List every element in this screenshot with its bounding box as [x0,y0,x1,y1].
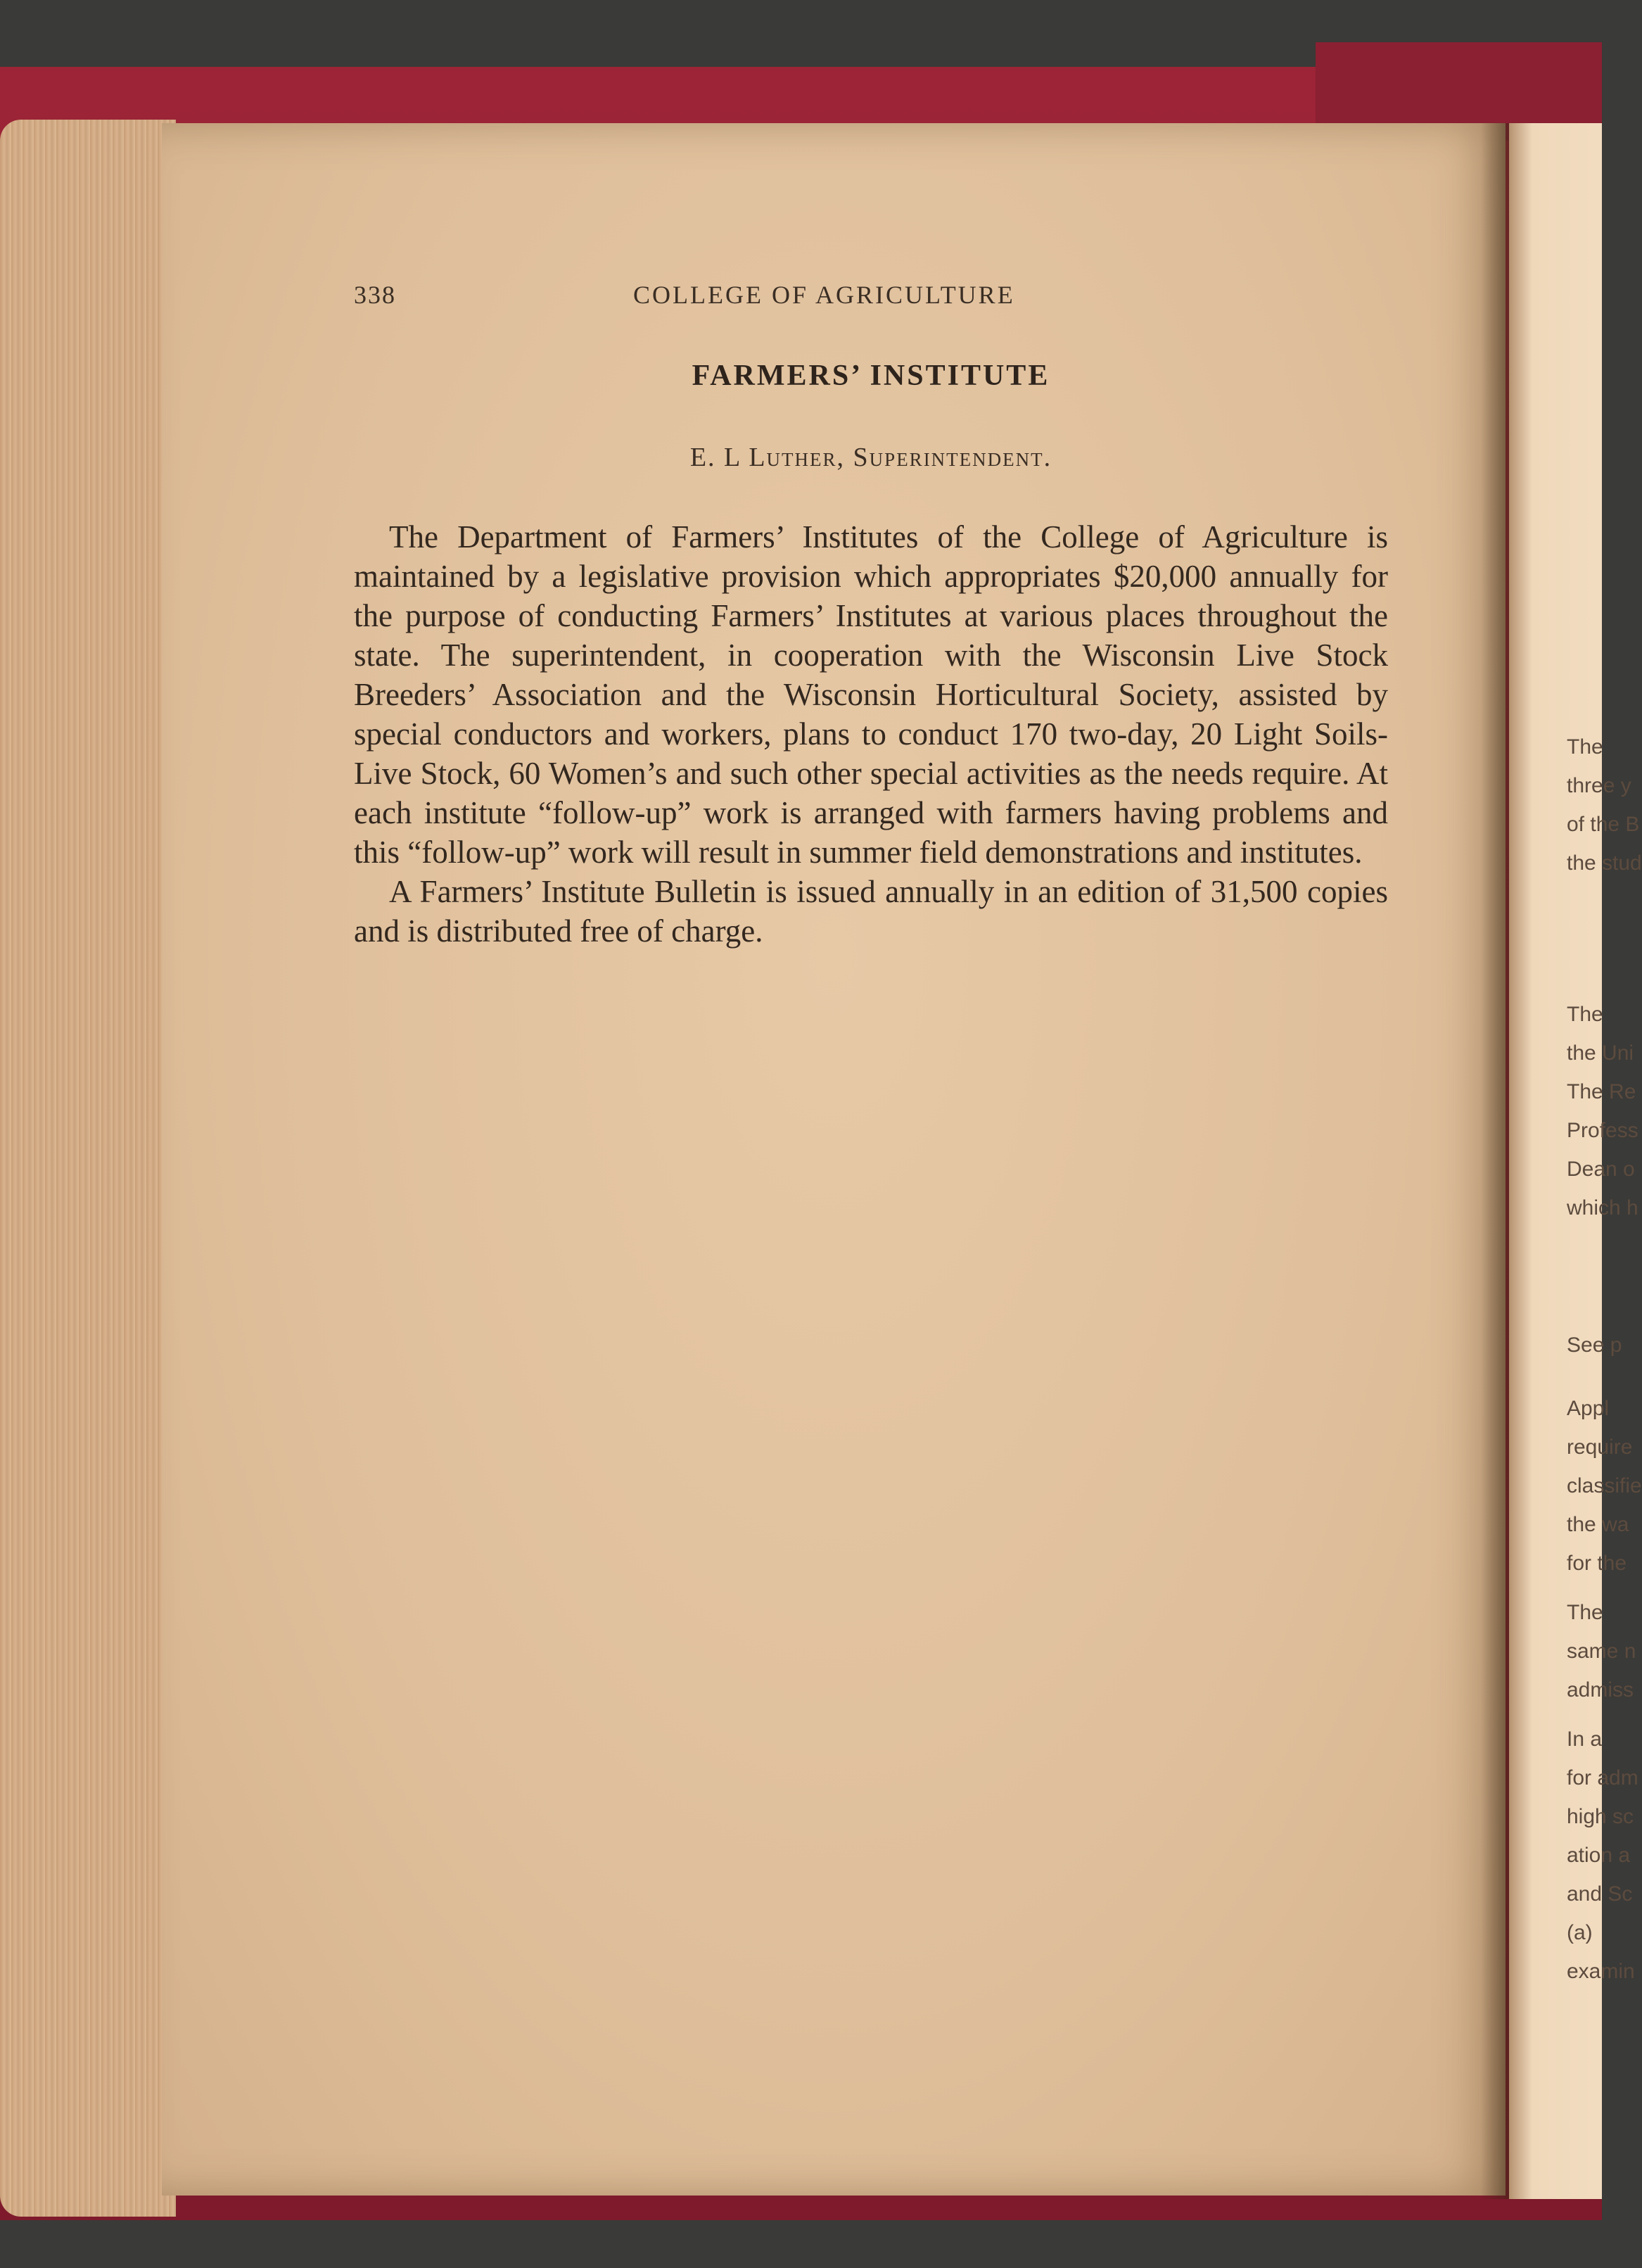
facing-page [1509,123,1642,2199]
facing-page-line: The [1567,1003,1603,1026]
byline: E. L Luther, Superintendent. [689,443,1052,472]
body-text [354,517,1388,951]
facing-page-line: and Sc [1567,1882,1633,1906]
facing-page-line: classifie [1567,1474,1642,1497]
facing-page-line: ation a [1567,1844,1631,1867]
facing-page-line: same n [1567,1640,1636,1663]
facing-page-line: The Re [1567,1080,1636,1103]
facing-page-line: The [1567,1601,1603,1624]
facing-page-line: high sc [1567,1805,1634,1828]
facing-page-line: for adm [1567,1766,1638,1789]
facing-page-line: The [1567,735,1603,759]
facing-page-line: for the [1567,1552,1627,1575]
facing-page-line: Profess [1567,1119,1638,1142]
facing-page-line: three y [1567,774,1631,797]
facing-page-line: Dean o [1567,1158,1635,1181]
facing-page-line: the Uni [1567,1041,1634,1065]
facing-page-line: of the B [1567,813,1640,836]
book-page [162,123,1506,2196]
facing-page-line: which h [1567,1196,1638,1219]
facing-page-line: In a [1567,1728,1603,1751]
facing-page-line: require [1567,1436,1633,1459]
page-edges [0,120,176,2217]
facing-page-line: examin [1567,1960,1635,1983]
section-title: FARMERS’ INSTITUTE [692,360,1050,392]
facing-page-line: the wa [1567,1513,1629,1536]
facing-page-line: See p [1567,1333,1622,1357]
facing-page-line: admiss [1567,1678,1634,1702]
facing-page-line: the stud [1567,851,1642,875]
paragraph: A Farmers’ Institute Bulletin is issued annually in an edition of 31,500 copies and is distributed free of charge. [354,874,1388,949]
facing-page-line: Appl [1567,1397,1610,1420]
gutter-shadow [1481,123,1509,2199]
page-number: 338 [354,281,396,309]
paragraph: The Department of Farmers’ Institutes of the College of Agriculture is maintained by a legislative provision which appropriates $20,000 annually for the purpose of conducting Farmers’ Institutes at various places throughout the state. The superintendent, in cooperation with the Wisconsin Live Stock Breeders’ Association and the Wisconsin Horticultural Society, assisted by special conductors and workers, plans to conduct 170 two-day, 20 Light Soils-Live Stock, 60 Women’s and such other special activities as the needs require. At each institute “follow-up” work is arranged with farmers having problems and this “follow-up” work will result in summer field demonstrations and institutes. [354,519,1388,870]
running-head-title: COLLEGE OF AGRICULTURE [633,281,1015,309]
facing-page-line: (a) [1567,1921,1593,1944]
